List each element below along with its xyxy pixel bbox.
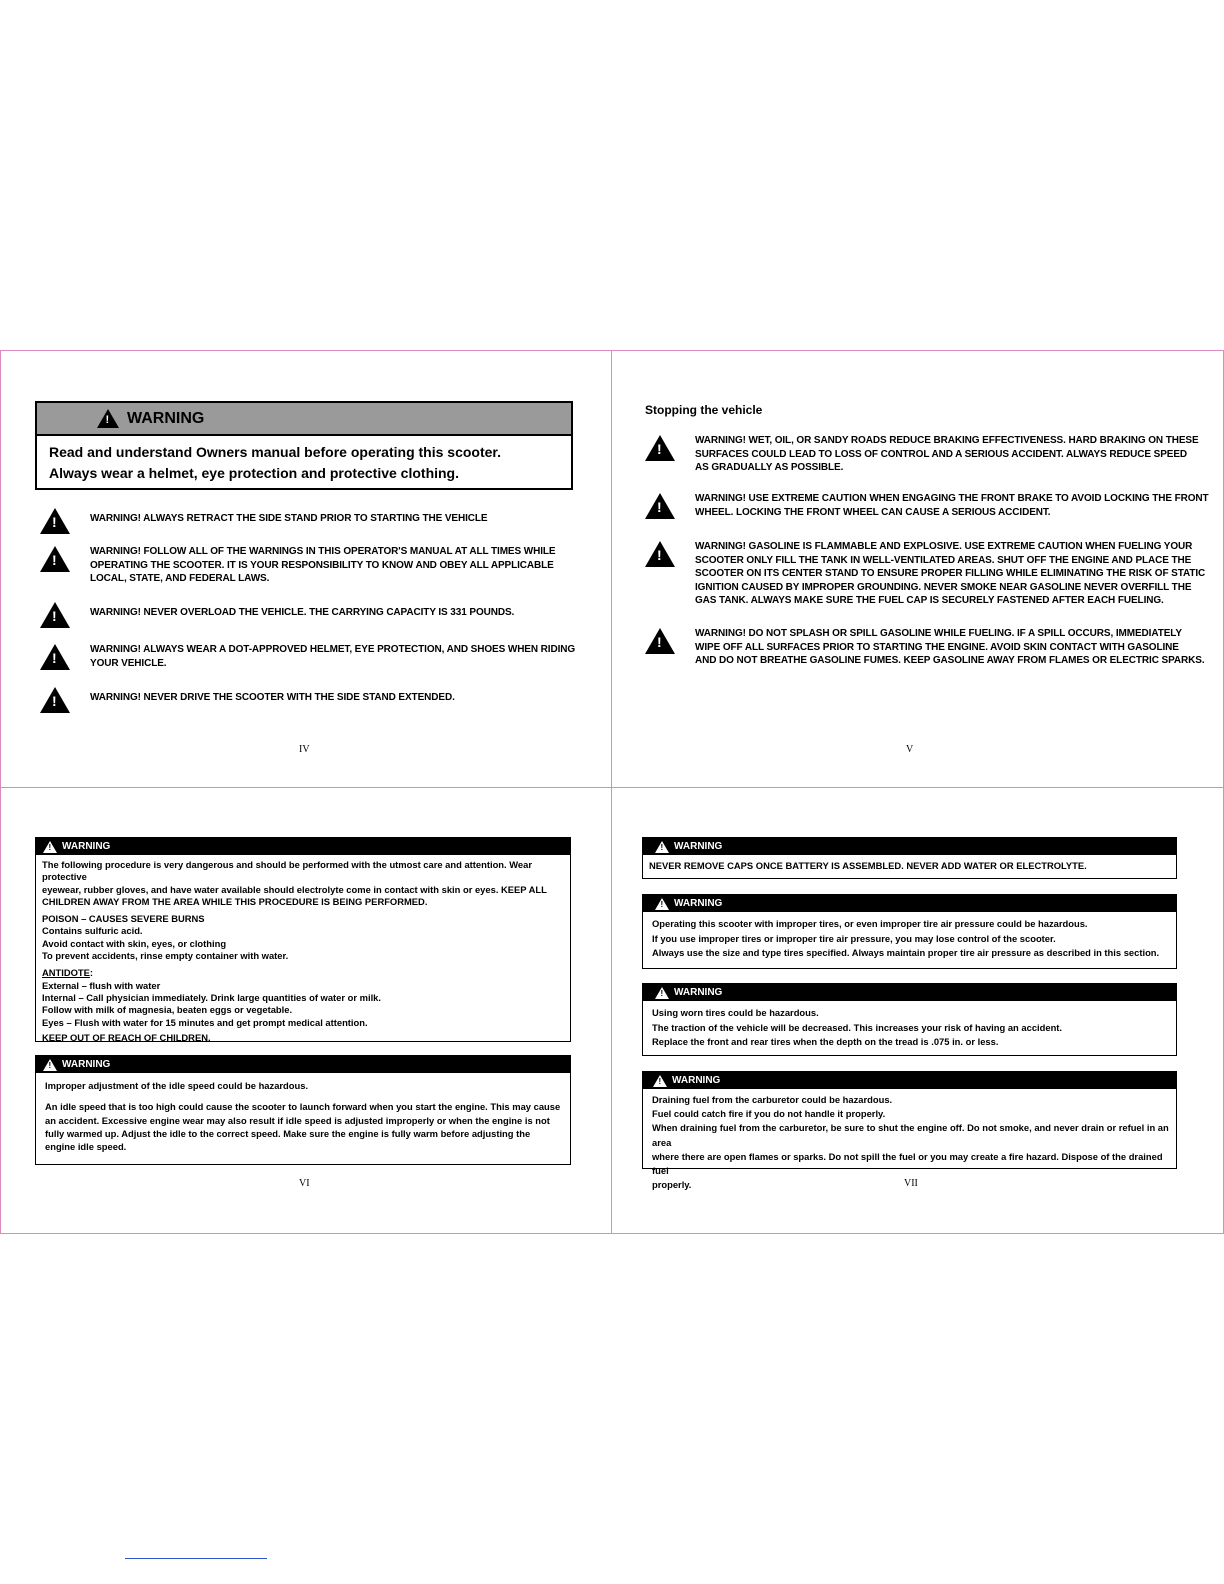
warning-line: WARNING! USE EXTREME CAUTION WHEN ENGAGING THE FRONT BRAKE TO AVOID LOCKING THE FRONT bbox=[695, 493, 1209, 504]
text-line: an accident. Excessive engine wear may also result if idle speed is adjusted improperly or when the engine is not bbox=[45, 1114, 550, 1126]
warning-line: AS GRADUALLY AS POSSIBLE. bbox=[695, 462, 844, 473]
warning-item bbox=[645, 492, 1209, 519]
warning-line: GAS TANK. ALWAYS MAKE SURE THE FUEL CAP IS SECURELY FASTENED AFTER EACH FUELING. bbox=[695, 595, 1164, 606]
text-line: To prevent accidents, rinse empty container with water. bbox=[42, 950, 289, 962]
section-title: Stopping the vehicle bbox=[645, 403, 763, 417]
warning-line: WARNING! FOLLOW ALL OF THE WARNINGS IN THIS OPERATOR'S MANUAL AT ALL TIMES WHILE bbox=[90, 546, 556, 557]
text-line: POISON – CAUSES SEVERE BURNS bbox=[42, 913, 205, 925]
warning-line: LOCAL, STATE, AND FEDERAL LAWS. bbox=[90, 573, 270, 584]
warning-line: IGNITION CAUSED BY IMPROPER GROUNDING. NEVER SMOKE NEAR GASOLINE NEVER OVERFILL THE bbox=[695, 581, 1192, 593]
antidote-heading: ANTIDOTE: bbox=[42, 967, 94, 979]
warning-bar-title: WARNING bbox=[674, 987, 723, 998]
battery-warning-box bbox=[35, 837, 571, 1042]
warning-icon bbox=[645, 435, 675, 461]
warning-item bbox=[40, 545, 555, 586]
warning-icon bbox=[97, 409, 119, 428]
warning-bar bbox=[36, 838, 570, 855]
warning-line: WARNING! ALWAYS WEAR A DOT-APPROVED HELMET, EYE PROTECTION, AND SHOES WHEN RIDING bbox=[90, 644, 576, 655]
warning-line: WARNING! NEVER DRIVE THE SCOOTER WITH THE SIDE STAND EXTENDED. bbox=[90, 692, 455, 703]
warning-line: YOUR VEHICLE. bbox=[90, 657, 167, 669]
warning-line: WARNING! NEVER OVERLOAD THE VEHICLE. THE CARRYING CAPACITY IS 331 POUNDS. bbox=[90, 607, 515, 618]
warning-icon bbox=[655, 841, 669, 853]
text-line: NEVER REMOVE CAPS ONCE BATTERY IS ASSEMBLED. NEVER ADD WATER OR ELECTROLYTE. bbox=[649, 860, 1087, 871]
warning-icon bbox=[653, 1075, 667, 1087]
text-line: When draining fuel from the carburetor, be sure to shut the engine off. Do not smoke, and never drain or refuel in an area bbox=[652, 1122, 1169, 1148]
text-line: KEEP OUT OF REACH OF CHILDREN. bbox=[42, 1031, 211, 1043]
text-line: Always use the size and type tires specified. Always maintain proper tire air pressure as described in this section. bbox=[652, 947, 1160, 958]
text-line: fully warmed up. Adjust the idle to the correct speed. Make sure the engine is fully warm before adjusting the bbox=[45, 1127, 531, 1139]
warning-line: WARNING! GASOLINE IS FLAMMABLE AND EXPLOSIVE. USE EXTREME CAUTION WHEN FUELING YOUR bbox=[695, 541, 1193, 552]
text-line: Improper adjustment of the idle speed could be hazardous. bbox=[45, 1080, 309, 1091]
page-number: VII bbox=[904, 1178, 918, 1189]
warning-item bbox=[40, 507, 487, 534]
text-line: Operating this scooter with improper tires, or even improper tire air pressure could be hazardous. bbox=[652, 918, 1088, 929]
bottom-rule bbox=[125, 1558, 267, 1559]
warning-bar-title: WARNING bbox=[62, 841, 111, 852]
warning-bar bbox=[643, 838, 1176, 855]
left-edge bbox=[0, 351, 1, 1233]
warning-bar-title: WARNING bbox=[674, 841, 723, 852]
worn-tires-warning-box bbox=[642, 983, 1177, 1056]
warning-bar-title: WARNING bbox=[62, 1059, 111, 1070]
warning-item bbox=[645, 434, 1199, 475]
warning-line: WARNING! ALWAYS RETRACT THE SIDE STAND PRIOR TO STARTING THE VEHICLE bbox=[90, 513, 488, 524]
warning-item bbox=[645, 540, 1205, 608]
text-line: External – flush with water bbox=[42, 979, 161, 991]
main-warning-line2: Always wear a helmet, eye protection and protective clothing. bbox=[49, 465, 459, 481]
warning-icon bbox=[43, 841, 57, 853]
text-line: Contains sulfuric acid. bbox=[42, 925, 143, 937]
warning-line: WARNING! WET, OIL, OR SANDY ROADS REDUCE BRAKING EFFECTIVENESS. HARD BRAKING ON THESE bbox=[695, 435, 1199, 446]
text-line: The traction of the vehicle will be decreased. This increases your risk of having an accident. bbox=[652, 1021, 1063, 1033]
warning-line: OPERATING THE SCOOTER. IT IS YOUR RESPONSIBILITY TO KNOW AND OBEY ALL APPLICABLE bbox=[90, 559, 554, 571]
main-warning-title: WARNING bbox=[127, 409, 205, 427]
warning-icon bbox=[40, 687, 70, 713]
warning-icon bbox=[645, 541, 675, 567]
warning-line: AND DO NOT BREATHE GASOLINE FUMES. KEEP GASOLINE AWAY FROM FLAMES OR ELECTRIC SPARKS. bbox=[695, 655, 1205, 666]
warning-item bbox=[40, 686, 455, 713]
text-line: CHILDREN AWAY FROM THE AREA WHILE THIS PROCEDURE IS BEING PERFORMED. bbox=[42, 895, 428, 907]
warning-bar bbox=[36, 1056, 570, 1073]
warning-icon bbox=[655, 987, 669, 999]
warning-bar bbox=[643, 984, 1176, 1001]
warning-bar-title: WARNING bbox=[672, 1075, 721, 1086]
text-line: Draining fuel from the carburetor could be hazardous. bbox=[652, 1094, 893, 1105]
main-warning-box bbox=[35, 401, 573, 490]
warning-item bbox=[40, 601, 514, 628]
warning-bar-title: WARNING bbox=[674, 898, 723, 909]
tires-warning-box bbox=[642, 894, 1177, 969]
warning-line: WIPE OFF ALL SURFACES PRIOR TO STARTING THE ENGINE. AVOID SKIN CONTACT WITH GASOLINE bbox=[695, 641, 1179, 653]
text-line: properly. bbox=[652, 1179, 692, 1191]
antidote-label: ANTIDOTE bbox=[42, 967, 90, 979]
middle-divider bbox=[0, 787, 1224, 788]
text-line: Fuel could catch fire if you do not handle it properly. bbox=[652, 1108, 886, 1120]
warning-icon bbox=[40, 508, 70, 534]
text-line: Internal – Call physician immediately. Drink large quantities of water or milk. bbox=[42, 991, 381, 1003]
main-warning-line1: Read and understand Owners manual before operating this scooter. bbox=[49, 444, 501, 460]
text-line: If you use improper tires or improper tire air pressure, you may lose control of the scooter. bbox=[652, 932, 1056, 944]
warning-bar bbox=[643, 1072, 1176, 1089]
warning-icon bbox=[655, 898, 669, 910]
warning-icon bbox=[645, 493, 675, 519]
page-number: IV bbox=[299, 744, 310, 755]
page-number: VI bbox=[299, 1178, 310, 1189]
text-line: Follow with milk of magnesia, beaten eggs or vegetable. bbox=[42, 1004, 293, 1016]
battery-caps-warning-box bbox=[642, 837, 1177, 879]
text-line: Eyes – Flush with water for 15 minutes and get prompt medical attention. bbox=[42, 1016, 368, 1028]
text-line: eyewear, rubber gloves, and have water available should electrolyte come in contact with skin or eyes. KEEP ALL bbox=[42, 883, 547, 895]
warning-line: WARNING! DO NOT SPLASH OR SPILL GASOLINE WHILE FUELING. IF A SPILL OCCURS, IMMEDIATELY bbox=[695, 628, 1182, 639]
page-number: V bbox=[906, 744, 914, 755]
text-line: where there are open flames or sparks. Do not spill the fuel or you may create a fire hazard. Dispose of the drained fuel bbox=[652, 1150, 1163, 1177]
warning-bar bbox=[643, 895, 1176, 912]
warning-icon bbox=[40, 546, 70, 572]
text-line: Replace the front and rear tires when the depth on the tread is .075 in. or less. bbox=[652, 1036, 999, 1047]
warning-line: SCOOTER ONLY FILL THE TANK IN WELL-VENTILATED AREAS. SHUT OFF THE ENGINE AND PLACE THE bbox=[695, 554, 1192, 566]
center-divider bbox=[611, 351, 612, 1233]
warning-item bbox=[645, 627, 1205, 668]
main-warning-header bbox=[37, 403, 571, 436]
warning-line: WHEEL. LOCKING THE FRONT WHEEL CAN CAUSE A SERIOUS ACCIDENT. bbox=[695, 506, 1051, 518]
text-line: engine idle speed. bbox=[45, 1141, 127, 1153]
idle-speed-warning-box bbox=[35, 1055, 571, 1165]
text-line: The following procedure is very dangerous and should be performed with the utmost care and attention. Wear protective bbox=[42, 859, 532, 883]
warning-item bbox=[40, 643, 575, 670]
warning-icon bbox=[43, 1059, 57, 1071]
warning-line: SURFACES COULD LEAD TO LOSS OF CONTROL AND A SERIOUS ACCIDENT. ALWAYS REDUCE SPEED bbox=[695, 448, 1188, 460]
text-line: An idle speed that is too high could cause the scooter to launch forward when you start the engine. This may cause bbox=[45, 1101, 561, 1113]
warning-line: SCOOTER ON ITS CENTER STAND TO ENSURE PROPER FILLING WHILE ELIMINATING THE RISK OF STATIC bbox=[695, 568, 1206, 579]
warning-icon bbox=[645, 628, 675, 654]
warning-icon bbox=[40, 644, 70, 670]
text-line: Using worn tires could be hazardous. bbox=[652, 1007, 819, 1018]
warning-icon bbox=[40, 602, 70, 628]
text-line: Avoid contact with skin, eyes, or clothing bbox=[42, 937, 227, 949]
